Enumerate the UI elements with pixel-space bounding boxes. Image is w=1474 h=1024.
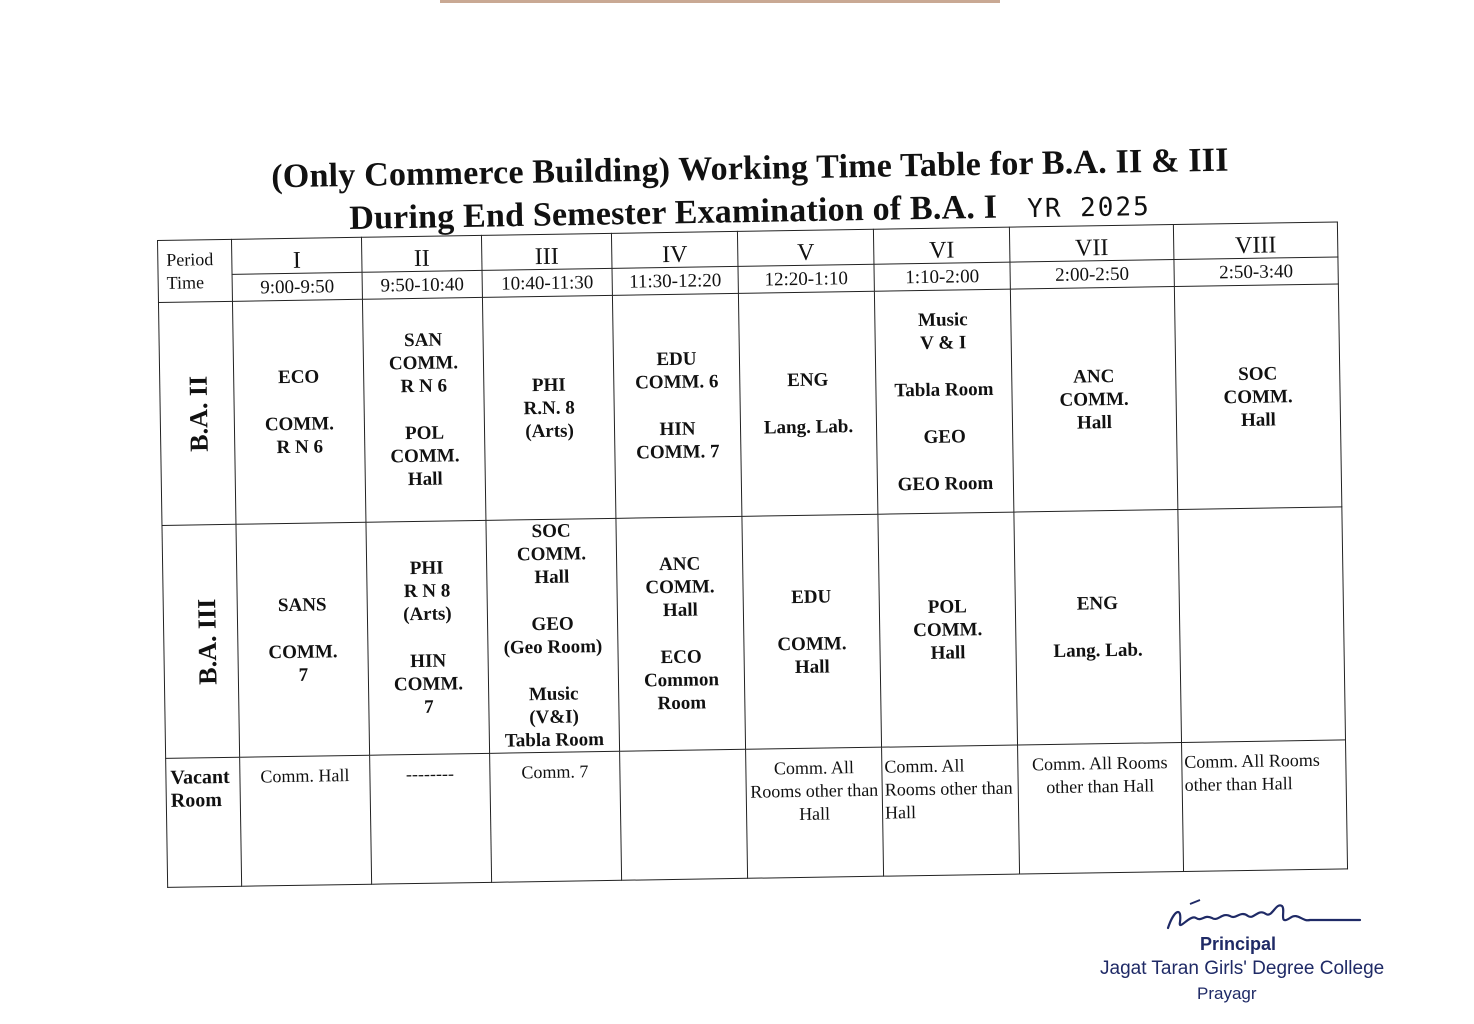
cell-line: GEO Room: [897, 472, 994, 495]
ba2-cell: [738, 291, 877, 516]
ba3-cell: [486, 518, 620, 753]
ba2-cell: [1174, 284, 1341, 510]
vacant-cell: Comm. Hall: [240, 755, 372, 886]
cell-line: R N 6: [400, 375, 448, 398]
cell-line: Lang. Lab.: [763, 416, 854, 439]
cell-line: Music: [917, 308, 968, 331]
handwritten-year: YR 2025: [1026, 192, 1152, 225]
ba2-cell: [362, 297, 485, 522]
ba2-cell: [232, 299, 365, 524]
period-number: VI: [873, 227, 1010, 264]
principal-signature: [1160, 892, 1370, 940]
ba2-row-label: [158, 301, 235, 525]
cell-line: COMM.: [388, 352, 459, 375]
period-number: III: [481, 233, 612, 270]
vacant-cell: Comm. All Rooms other than Hall: [882, 745, 1020, 876]
cell-content: [1180, 623, 1343, 626]
cell-line: Music: [528, 683, 579, 706]
ba2-cell: [612, 293, 741, 518]
cell-line: SANS: [277, 593, 327, 616]
cell-line: ANC: [658, 553, 701, 576]
vacant-label-line2: Room: [170, 789, 223, 812]
cell-line: COMM. 6: [634, 371, 719, 394]
cell-line: COMM.: [268, 640, 338, 663]
cell-line: COMM.: [393, 673, 464, 696]
cell-content: [234, 364, 364, 459]
corner-label-period: Period: [166, 248, 214, 270]
cell-line: ANC: [1073, 365, 1115, 388]
ba3-cell: [616, 516, 746, 751]
ba3-cell: [1014, 509, 1182, 745]
cell-content: [484, 372, 614, 443]
ba2-cell: [874, 289, 1013, 514]
timetable: [157, 221, 1348, 887]
ba3-cell: [1178, 507, 1346, 743]
cell-line: (Geo Room): [503, 636, 603, 659]
cell-content: [617, 552, 745, 716]
vacant-cell: Comm. All Rooms other than Hall: [1018, 742, 1184, 874]
cell-content: [363, 328, 485, 492]
cell-line: COMM.: [264, 412, 335, 435]
cell-line: Room: [657, 692, 707, 715]
vacant-cell: Comm. 7: [490, 751, 622, 882]
cell-line: V & I: [919, 331, 967, 354]
ba2-row: [158, 284, 1341, 526]
cell-line: SOC: [1238, 362, 1278, 385]
period-time: 2:00-2:50: [1010, 260, 1174, 290]
cell-line: (Arts): [402, 603, 452, 626]
principal-designation: Principal: [1200, 934, 1277, 954]
ba3-label-text: B.A. III: [192, 598, 223, 685]
cell-line: POL: [927, 595, 968, 618]
timetable-sheet: [157, 221, 1347, 903]
cell-content: [880, 594, 1016, 665]
cell-line: Hall: [662, 599, 698, 622]
cell-line: Hall: [930, 641, 966, 664]
vacant-cell: Comm. All Rooms other than Hall: [746, 747, 884, 878]
cell-line: ECO: [277, 365, 320, 388]
cell-line: Hall: [407, 468, 443, 491]
cell-content: [614, 347, 741, 465]
cell-line: R.N. 8: [523, 396, 575, 419]
cell-line: PHI: [531, 374, 566, 396]
cell-content: [740, 368, 876, 440]
period-time: 12:20-1:10: [738, 264, 874, 293]
ba3-row: [162, 507, 1346, 759]
cell-line: EDU: [790, 585, 832, 608]
ba3-cell: [742, 514, 882, 749]
period-number: VII: [1009, 225, 1174, 263]
ba2-label-text: B.A. II: [183, 375, 214, 452]
cell-line: HIN: [410, 650, 447, 673]
cell-line: POL: [404, 422, 445, 445]
period-time: 9:00-9:50: [232, 272, 362, 301]
period-time: 10:40-11:30: [482, 268, 612, 297]
cell-line: PHI: [409, 557, 444, 580]
cell-line: R N 6: [276, 435, 324, 458]
period-time-corner: [158, 239, 233, 302]
vacant-cell: [620, 749, 748, 880]
period-time: 2:50-3:40: [1174, 257, 1338, 287]
cell-content: [367, 556, 489, 720]
cell-line: COMM.: [1223, 385, 1293, 408]
cell-line: (Arts): [525, 419, 574, 442]
cell-line: COMM.: [912, 618, 983, 641]
period-time: 1:10-2:00: [874, 262, 1010, 291]
cell-line: ENG: [787, 369, 829, 392]
cell-content: [1012, 364, 1176, 436]
cell-line: Lang. Lab.: [1053, 639, 1143, 662]
cell-content: [744, 584, 880, 679]
period-time: 11:30-12:20: [612, 266, 738, 295]
cell-line: COMM.: [777, 632, 847, 655]
period-number: IV: [611, 231, 738, 268]
cell-line: GEO: [923, 425, 966, 448]
cell-content: [875, 307, 1013, 496]
cell-line: SOC: [531, 520, 571, 543]
corner-label-time: Time: [166, 271, 205, 293]
cell-line: COMM.: [645, 576, 715, 599]
period-number: II: [361, 235, 482, 272]
cell-line: GEO: [531, 613, 574, 636]
cell-line: Tabla Room: [504, 729, 605, 752]
cell-line: Hall: [1076, 411, 1113, 434]
vacant-cell: --------: [370, 753, 492, 884]
period-number: VIII: [1173, 222, 1338, 260]
ba2-cell: [1010, 287, 1177, 513]
cell-line: (V&I): [529, 706, 580, 729]
ba3-cell: [878, 512, 1018, 747]
cell-line: COMM.: [516, 543, 587, 566]
title-line2-text: During End Semester Examination of B.A. I: [348, 188, 998, 237]
cell-line: COMM.: [1059, 388, 1129, 411]
ba3-cell: [236, 522, 370, 757]
cell-content: [1016, 591, 1180, 664]
cell-line: COMM.: [390, 445, 460, 468]
ba3-cell: [366, 520, 490, 755]
cell-line: COMM. 7: [636, 441, 720, 464]
period-number: V: [737, 229, 874, 266]
top-edge-strip: [440, 0, 1000, 3]
cell-content: [1176, 361, 1340, 433]
period-number: I: [231, 237, 362, 274]
college-name: Jagat Taran Girls' Degree College: [1100, 958, 1385, 979]
cell-line: EDU: [656, 348, 697, 371]
vacant-room-row: [166, 740, 1348, 888]
cell-line: Hall: [794, 655, 830, 678]
vacant-label-line1: Vacant: [170, 765, 230, 789]
college-place: Prayagr: [1197, 984, 1257, 1003]
cell-line: ECO: [660, 646, 702, 669]
page-title-line1: (Only Commerce Building) Working Time Table for B.A. II & III: [271, 141, 1229, 196]
vacant-room-label: [166, 757, 242, 887]
cell-line: 7: [423, 696, 434, 718]
cell-line: ENG: [1076, 592, 1119, 615]
period-time: 9:50-10:40: [362, 270, 482, 299]
vacant-cell: Comm. All Rooms other than Hall: [1182, 740, 1348, 872]
cell-line: 7: [298, 664, 309, 686]
cell-content: [238, 592, 368, 687]
cell-line: Common: [643, 669, 720, 692]
cell-content: [486, 519, 619, 753]
cell-line: SAN: [403, 329, 443, 352]
cell-line: R N 8: [403, 580, 451, 603]
ba3-row-label: [162, 524, 240, 758]
cell-line: HIN: [659, 418, 696, 441]
ba2-cell: [482, 295, 615, 520]
cell-line: Hall: [1240, 408, 1277, 431]
cell-line: Hall: [534, 566, 570, 589]
cell-line: Tabla Room: [894, 378, 994, 401]
